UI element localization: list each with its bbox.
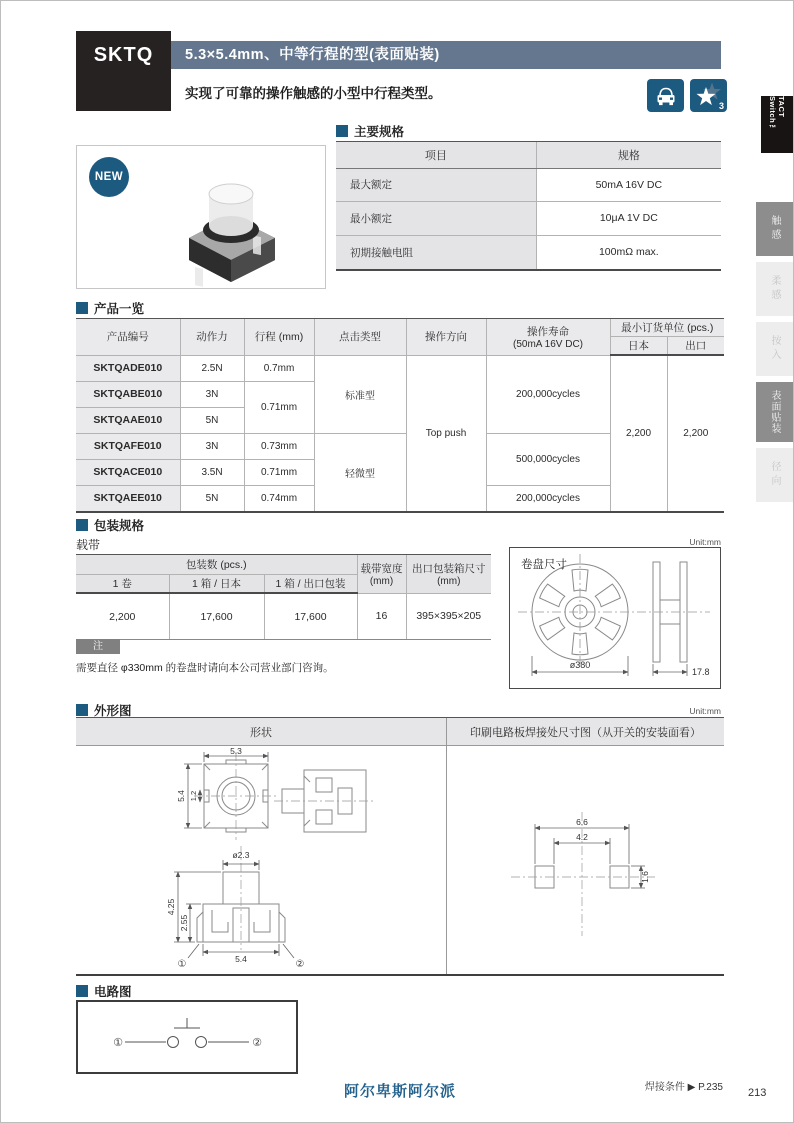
travel-value: 0.71mm — [244, 381, 314, 433]
spec-item: 初期接触电阻 — [336, 235, 536, 269]
table-row — [336, 235, 721, 269]
outline-table — [76, 717, 724, 976]
moq-japan-value: 2,200 — [610, 355, 667, 511]
tab-tactile: 触感 — [756, 202, 793, 256]
force-value: 3N — [180, 433, 244, 459]
rating-badge — [690, 79, 727, 112]
section-marker-icon — [336, 125, 348, 137]
col-spec: 规格 — [536, 142, 721, 168]
section-circuit-label: 电路图 — [94, 985, 132, 999]
force-value: 3.5N — [180, 459, 244, 485]
col-travel: 行程 (mm) — [244, 319, 314, 355]
section-product-list-label: 产品一览 — [94, 302, 145, 316]
life-value: 200,000cycles — [486, 355, 610, 433]
brand-logo-text: 阿尔卑斯阿尔派 — [343, 1083, 456, 1100]
col-click-type: 点击类型 — [314, 319, 406, 355]
spec-item: 最大额定 — [336, 168, 536, 202]
page-subtitle: 实现了可靠的操作触感的小型中行程类型。 — [185, 86, 442, 101]
col-pcb-pattern: 印刷电路板焊接处尺寸图（从开关的安装面看） — [446, 718, 724, 745]
col-moq: 最小订货单位 (pcs.) — [610, 319, 724, 336]
tab-surface-mount: 表面贴装 — [756, 382, 793, 442]
col-pack-qty: 包装数 (pcs.) — [76, 555, 357, 574]
category-tabs — [756, 202, 793, 508]
dim-label: 1.2 — [189, 790, 198, 802]
spec-value: 100mΩ max. — [536, 235, 721, 269]
page-number: 213 — [748, 1087, 767, 1099]
reel-dimension-box — [509, 547, 721, 689]
dim-label: 6.6 — [576, 817, 588, 827]
unit-label: Unit:mm — [689, 537, 721, 547]
direction-value: Top push — [406, 355, 486, 511]
new-badge: NEW — [89, 157, 129, 197]
reel-title: 卷盘尺寸 — [521, 559, 567, 571]
shape-drawing — [76, 746, 446, 974]
dim-label: 4.25 — [166, 898, 176, 916]
tab-radial: 径向 — [756, 448, 793, 502]
product-photo — [76, 145, 326, 289]
spec-item: 最小额定 — [336, 202, 536, 236]
table-row — [336, 202, 721, 236]
car-icon — [653, 84, 679, 108]
pcb-pad-drawing — [446, 746, 724, 974]
travel-value: 0.7mm — [244, 355, 314, 381]
dim-label: 5.4 — [235, 954, 247, 964]
force-value: 3N — [180, 381, 244, 407]
model-number: SKTQAAE010 — [76, 407, 180, 433]
product-list-table — [76, 318, 724, 513]
col-shape: 形状 — [250, 726, 272, 739]
col-tape-width: 载带宽度 (mm) — [357, 555, 406, 593]
dim-label: 4.2 — [576, 832, 588, 842]
section-circuit — [76, 982, 132, 1000]
col-item: 项目 — [336, 142, 536, 168]
dim-label: 5.4 — [176, 790, 186, 802]
carton-size-value: 395×395×205 — [406, 593, 491, 639]
col-one-box-export: 1 箱 / 出口包装 — [264, 574, 357, 593]
note-badge: 注 — [76, 639, 120, 654]
section-main-specs-label: 主要规格 — [354, 125, 405, 139]
model-number: SKTQABE010 — [76, 381, 180, 407]
table-row — [336, 168, 721, 202]
reel-diameter-dim: ø380 — [569, 660, 591, 670]
page-title: 5.3×5.4mm、中等行程的型(表面贴装) — [171, 41, 721, 69]
col-moq-japan: 日本 — [610, 336, 667, 355]
col-force: 动作力 — [180, 319, 244, 355]
dim-label: 1.6 — [640, 871, 650, 883]
model-number: SKTQAFE010 — [76, 433, 180, 459]
circuit-terminal-2: ② — [252, 1037, 262, 1049]
travel-value: 0.71mm — [244, 459, 314, 485]
click-type-value: 轻微型 — [314, 433, 406, 511]
col-direction: 操作方向 — [406, 319, 486, 355]
circuit-drawing — [78, 1002, 296, 1072]
life-value: 500,000cycles — [486, 433, 610, 485]
main-specs-table — [336, 141, 721, 271]
table-row — [76, 355, 724, 381]
circuit-terminal-1: ① — [113, 1037, 123, 1049]
force-value: 2.5N — [180, 355, 244, 381]
travel-value: 0.74mm — [244, 485, 314, 511]
section-packaging-label: 包装规格 — [94, 519, 145, 533]
section-packaging — [76, 516, 144, 534]
col-moq-export: 出口 — [667, 336, 724, 355]
spec-value: 10μA 1V DC — [536, 202, 721, 236]
model-number: SKTQACE010 — [76, 459, 180, 485]
dim-label: 5.3 — [230, 746, 242, 756]
model-number: SKTQAEE010 — [76, 485, 180, 511]
terminal-2-label: ② — [295, 959, 305, 970]
model-number: SKTQADE010 — [76, 355, 180, 381]
terminal-1-label: ① — [177, 959, 187, 970]
moq-export-value: 2,200 — [667, 355, 724, 511]
dim-label: ø2.3 — [232, 850, 250, 860]
circuit-diagram-box — [76, 1000, 298, 1074]
section-main-specs — [336, 122, 404, 140]
section-outline-label: 外形图 — [94, 704, 132, 718]
col-one-reel: 1 卷 — [76, 574, 169, 593]
col-one-box-japan: 1 箱 / 日本 — [169, 574, 264, 593]
click-type-value: 标准型 — [314, 355, 406, 433]
box-export-qty-value: 17,600 — [264, 593, 357, 639]
solder-condition-link[interactable]: 焊接条件 ▶ P.235 — [644, 1082, 723, 1093]
spec-value: 50mA 16V DC — [536, 168, 721, 202]
box-japan-qty-value: 17,600 — [169, 593, 264, 639]
automotive-badge — [647, 79, 684, 112]
reel-qty-value: 2,200 — [76, 593, 169, 639]
travel-value: 0.73mm — [244, 433, 314, 459]
force-value: 5N — [180, 407, 244, 433]
col-carton-size: 出口包装箱尺寸 (mm) — [406, 555, 491, 593]
outline-header-row — [76, 718, 724, 746]
dim-label: 2.55 — [179, 914, 189, 932]
col-life: 操作寿命 (50mA 16V DC) — [486, 319, 610, 355]
note-text: 需要直径 φ330mm 的卷盘时请向本公司营业部门咨询。 — [76, 662, 334, 674]
section-marker-icon — [76, 302, 88, 314]
packaging-table — [76, 554, 491, 640]
unit-label: Unit:mm — [689, 706, 721, 716]
reel-width-dim: 17.8 — [692, 667, 710, 677]
life-value: 200,000cycles — [486, 485, 610, 511]
tab-soft-feel: 柔感 — [756, 262, 793, 316]
table-row — [76, 593, 491, 639]
section-marker-icon — [76, 704, 88, 716]
tab-tact-switch-label: TACT Switch™ — [768, 96, 786, 133]
force-value: 5N — [180, 485, 244, 511]
star-count: 3 — [718, 101, 724, 111]
section-marker-icon — [76, 519, 88, 531]
tape-width-value: 16 — [357, 593, 406, 639]
tab-tact-switch — [761, 96, 793, 153]
tape-subsection-label: 载带 — [76, 538, 101, 552]
tab-push-in: 按入 — [756, 322, 793, 376]
col-model: 产品编号 — [76, 319, 180, 355]
series-code: SKTQ — [76, 31, 171, 111]
section-marker-icon — [76, 985, 88, 997]
section-product-list — [76, 299, 144, 317]
